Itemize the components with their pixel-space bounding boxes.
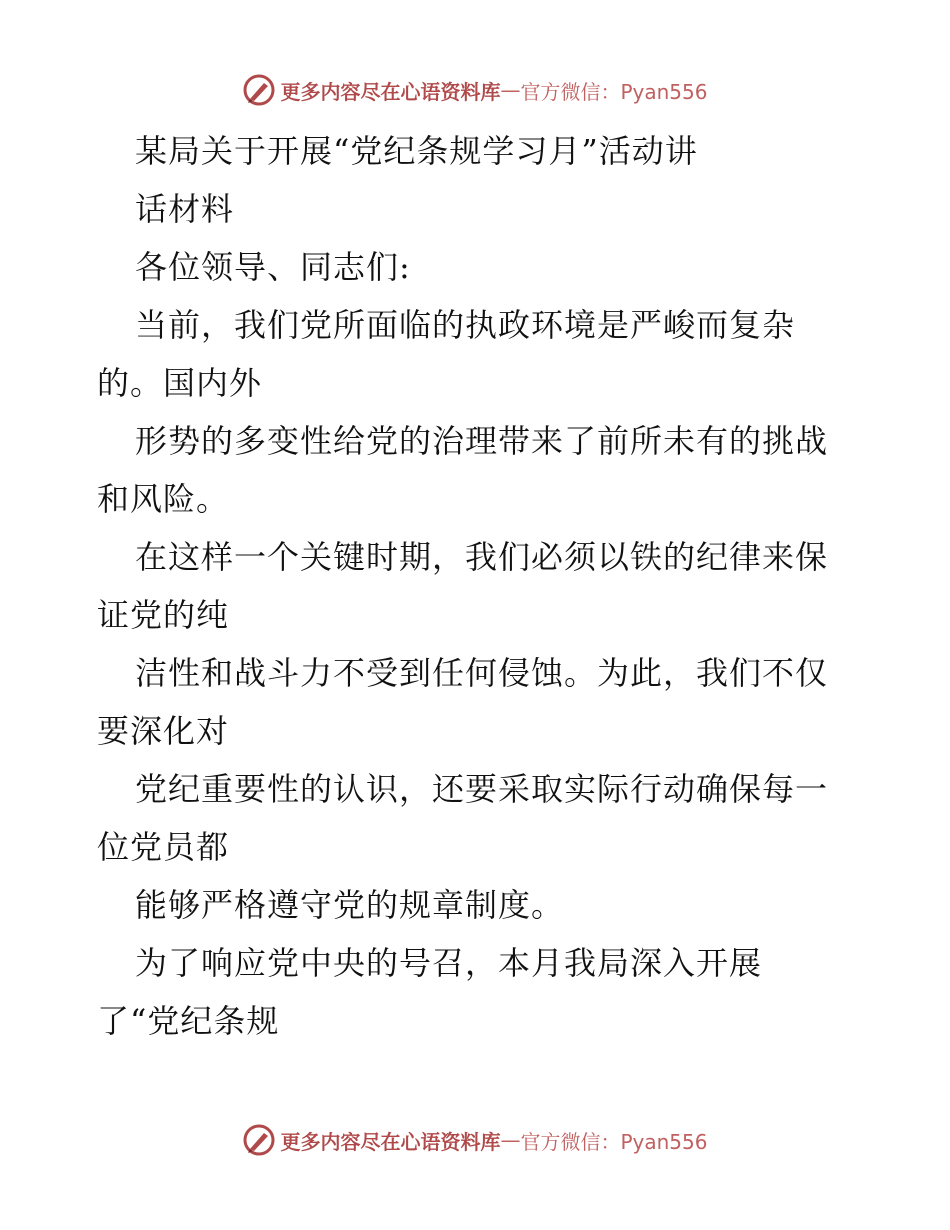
pen-logo-icon [242, 73, 276, 107]
header-watermark-banner [0, 70, 950, 110]
doc-title-line-2: 话材料 [135, 190, 235, 228]
banner-dash: — [500, 78, 521, 102]
doc-line: 党纪重要性的认识，还要采取实际行动确保每一 [135, 770, 829, 808]
doc-salutation: 各位领导、同志们: [135, 248, 411, 286]
banner-title: 更多内容尽在心语资料库 [280, 79, 501, 104]
doc-line: 为了响应党中央的号召，本月我局深入开展 [135, 944, 763, 982]
doc-line: 位党员都 [97, 828, 230, 866]
pen-logo-icon [242, 1123, 276, 1157]
banner-wechat: 官方微信：Pyan556 [520, 79, 708, 104]
doc-line: 和风险。 [97, 480, 230, 518]
footer-watermark-banner [0, 1120, 950, 1160]
banner-title: 更多内容尽在心语资料库 [280, 1129, 501, 1154]
banner-dash: — [500, 1128, 521, 1152]
doc-title-line-1: 某局关于开展“党纪条规学习月”活动讲 [135, 132, 698, 170]
doc-line: 洁性和战斗力不受到任何侵蚀。为此，我们不仅 [135, 654, 829, 692]
doc-line: 能够严格遵守党的规章制度。 [135, 886, 565, 924]
doc-line: 证党的纯 [97, 596, 230, 634]
doc-line: 了“党纪条规 [97, 1002, 280, 1040]
doc-line: 要深化对 [97, 712, 230, 750]
doc-line: 形势的多变性给党的治理带来了前所未有的挑战 [135, 422, 829, 460]
doc-line: 的。国内外 [97, 364, 263, 402]
document-body [97, 122, 857, 1050]
banner-wechat: 官方微信：Pyan556 [520, 1129, 708, 1154]
doc-line: 在这样一个关键时期，我们必须以铁的纪律来保 [135, 538, 829, 576]
doc-line: 当前，我们党所面临的执政环境是严峻而复杂 [135, 306, 796, 344]
